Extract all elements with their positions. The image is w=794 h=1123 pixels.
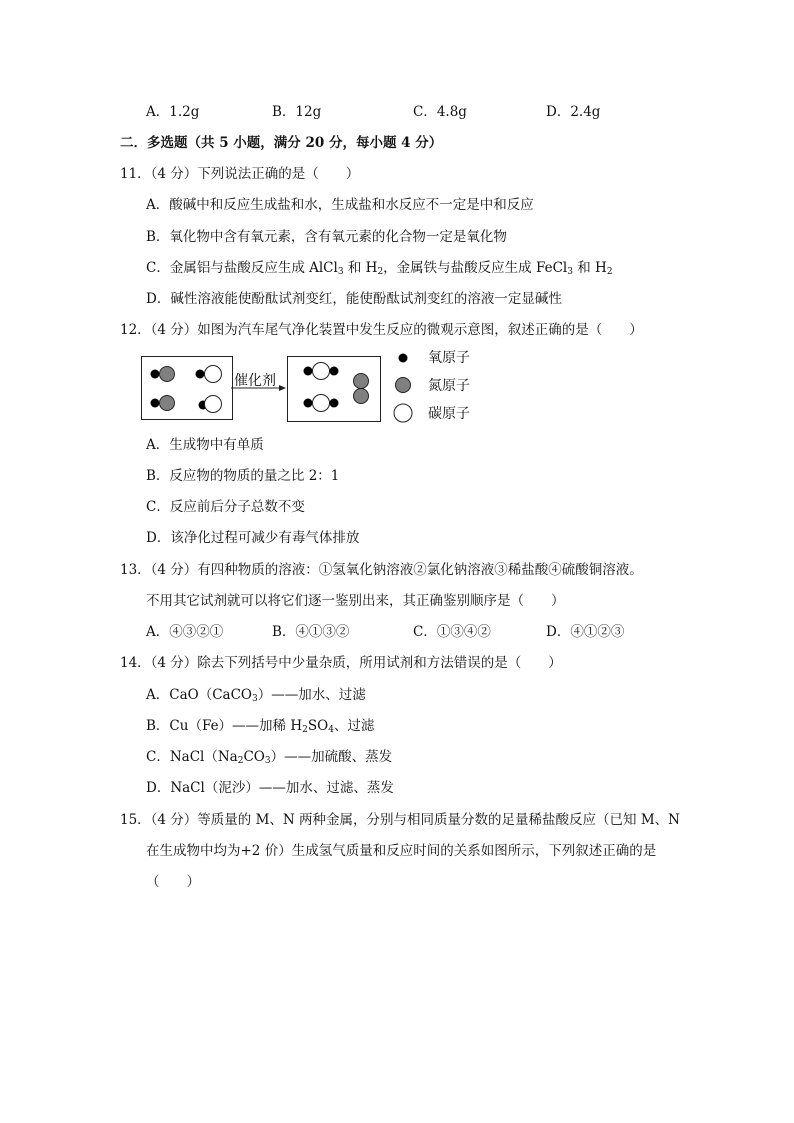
arrow-head	[279, 385, 286, 391]
q12-option-d: D．该净化过程可减少有毒气体排放	[146, 530, 360, 546]
nitrogen-atom	[160, 396, 175, 411]
legend-oxygen-symbol	[399, 354, 408, 363]
legend-oxygen-label: 氧原子	[428, 350, 470, 366]
q12-option-c: C．反应前后分子总数不变	[146, 499, 305, 515]
section-title: 二．多选题（共 5 小题，满分 20 分，每小题 4 分）	[120, 135, 443, 151]
q11-option-d: D．碱性溶液能使酚酞试剂变红，能使酚酞试剂变红的溶液一定显碱性	[146, 291, 562, 307]
q12-option-a: A．生成物中有单质	[146, 437, 264, 453]
q11-option-c: C．金属铝与盐酸反应生成 AlCl$_3$ 和 $H_2$，金属铁与盐酸反应生成 FeCl$_3$ 和 $H_2$	[146, 260, 613, 277]
q13-stem-line2: 不用其它试剂就可以将它们逐一鉴别出来，其正确鉴别顺序是（ ）	[146, 593, 565, 609]
q14-option-c: C．$NaCl(Na_2CO_3)——$加硫酸、蒸发	[146, 749, 393, 766]
carbon-atom	[205, 396, 222, 413]
q10-option-a: A．1.2g	[146, 104, 200, 120]
q14-option-a: A．CaO（CaCO$_3$）——加水、过滤	[146, 687, 366, 704]
legend-carbon-label: 碳原子	[428, 406, 470, 422]
q14-option-b: B．Cu（Fe）——加稀 $H_2SO_4$、过滤	[146, 718, 375, 735]
q13-option-c: C．①③④②	[413, 624, 491, 640]
reactant-molecule-no-2	[151, 396, 175, 411]
q13-option-d: D．④①②③	[546, 624, 625, 640]
q15-stem-line2: 在生成物中均为+2 价）生成氢气质量和反应时间的关系如图所示，下列叙述正确的是	[146, 843, 657, 859]
oxygen-atom	[151, 399, 160, 408]
carbon-atom	[205, 366, 222, 383]
q15-stem-line3: （ ）	[146, 874, 200, 890]
legend-nitrogen-symbol	[396, 378, 411, 393]
reactant-molecule-co-1	[196, 366, 222, 383]
q15-stem-line1: 15．（4 分）等质量的 M、N 两种金属，分别与相同质量分数的足量稀盐酸反应（已知 M、N	[120, 812, 680, 828]
q11-option-b: B．氧化物中含有氧元素，含有氧元素的化合物一定是氧化物	[146, 229, 507, 245]
legend-carbon-symbol	[394, 404, 412, 422]
reactant-molecule-no-1	[151, 367, 175, 382]
catalyst-label: 催化剂	[234, 373, 276, 389]
oxygen-atom	[151, 370, 160, 379]
q13-option-b: B．④①③②	[272, 624, 350, 640]
q10-option-c: C．4.8g	[413, 104, 467, 120]
nitrogen-atom	[160, 367, 175, 382]
oxygen-atom	[196, 370, 205, 379]
q14-stem: 14．（4 分）除去下列括号中少量杂质，所用试剂和方法错误的是（ ）	[120, 655, 562, 671]
q10-option-d: D．2.4g	[546, 104, 601, 120]
q11-stem: 11．（4 分）下列说法正确的是（ ）	[120, 166, 360, 182]
q12-stem: 12．（4 分）如图为汽车尾气净化装置中发生反应的微观示意图，叙述正确的是（ ）	[120, 322, 643, 338]
legend-nitrogen-label: 氮原子	[428, 378, 470, 394]
q10-option-b: B．12g	[272, 104, 322, 120]
q11-option-a: A．酸碱中和反应生成盐和水，生成盐和水反应不一定是中和反应	[146, 197, 534, 213]
q13-option-a: A．④③②①	[146, 624, 224, 640]
products-box	[287, 356, 381, 422]
q12-option-b: B．反应物的物质的量之比 2：1	[146, 468, 340, 484]
reactant-molecule-co-2	[199, 396, 222, 413]
q13-stem: 13．（4 分）有四种物质的溶液：①氢氧化钠溶液②氯化钠溶液③稀盐酸④硫酸铜溶液。	[120, 562, 643, 578]
q14-option-d: D．NaCl（泥沙）——加水、过滤、蒸发	[146, 780, 394, 796]
